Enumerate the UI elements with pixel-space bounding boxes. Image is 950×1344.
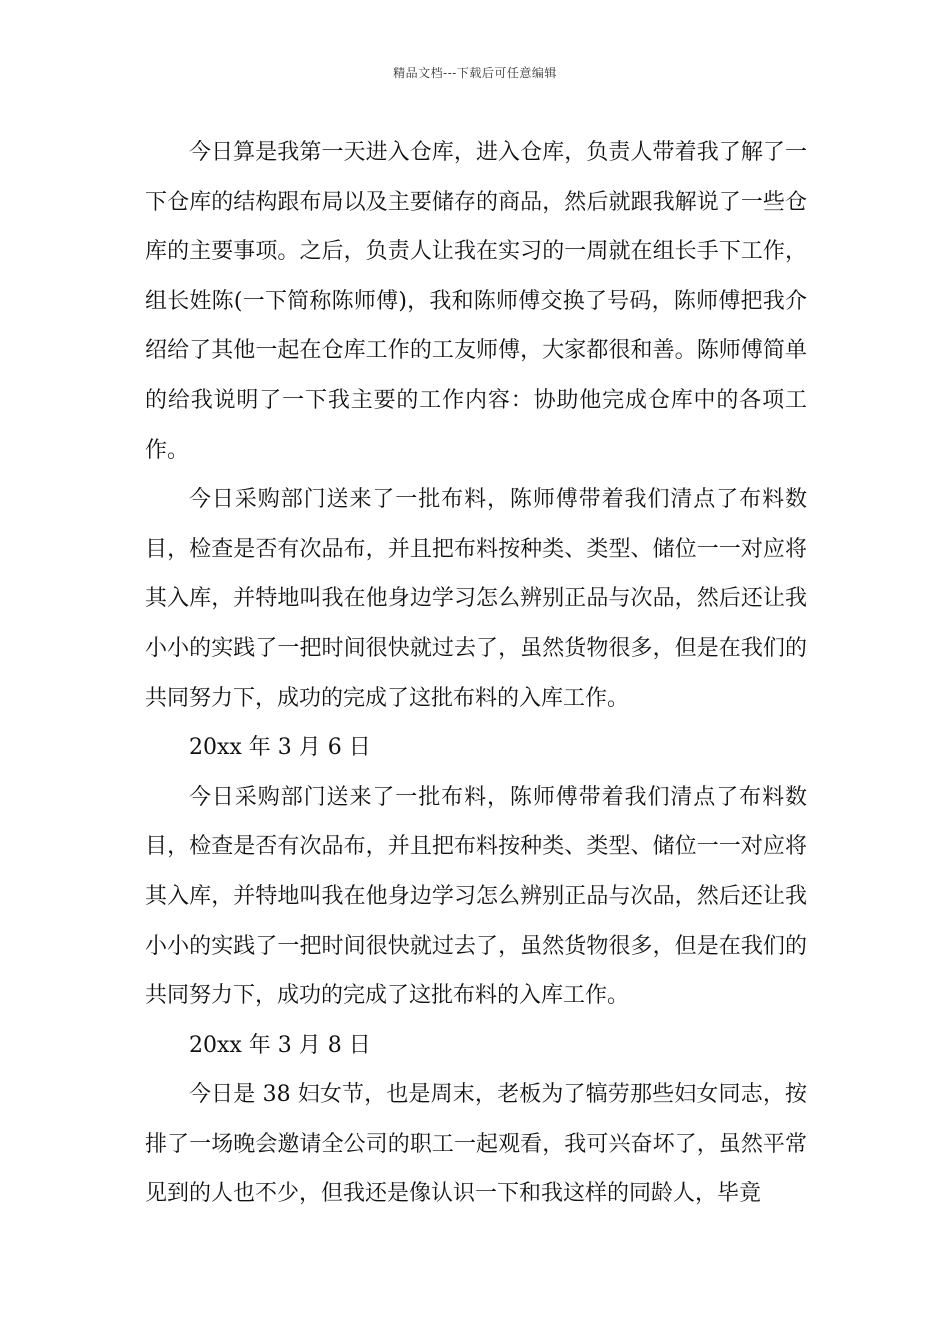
date-heading-mar-6: 20xx 年 3 月 6 日 — [189, 735, 371, 761]
paragraph-fabric-intake-2: 今日采购部门送来了一批布料，陈师傅带着我们清点了布料数目，检查是否有次品布，并且把布料按种类、类型、储位一一对应将其入库，并特地叫我在他身边学习怎么辨别正品与次品，然后还让我小小的实践了一把时间很快就过去了，虽然货物很多，但是在我们的共同努力下，成功的完成了这批布料的入库工作。 — [145, 784, 807, 1009]
page-header: 精品文档---下载后可任意编辑 — [393, 66, 557, 80]
paragraph-womens-day: 今日是 38 妇女节，也是周末，老板为了犒劳那些妇女同志，按排了一场晚会邀请全公司的职工一起观看，我可兴奋坏了，虽然平常见到的人也不少，但我还是像认识一下和我这样的同龄人，毕竟 — [145, 1082, 807, 1207]
date-heading-mar-8: 20xx 年 3 月 8 日 — [189, 1032, 371, 1058]
paragraph-first-day: 今日算是我第一天进入仓库，进入仓库，负责人带着我了解了一下仓库的结构跟布局以及主要储存的商品，然后就跟我解说了一些仓库的主要事项。之后，负责人让我在实习的一周就在组长手下工作，组长姓陈(一下简称陈师傅)，我和陈师傅交换了号码，陈师傅把我介绍给了其他一起在仓库工作的工友师傅，大家都很和善。陈师傅简单的给我说明了一下我主要的工作内容：协助他完成仓库中的各项工作。 — [145, 140, 807, 463]
paragraph-fabric-intake-1: 今日采购部门送来了一批布料，陈师傅带着我们清点了布料数目，检查是否有次品布，并且把布料按种类、类型、储位一一对应将其入库，并特地叫我在他身边学习怎么辨别正品与次品，然后还让我小小的实践了一把时间很快就过去了，虽然货物很多，但是在我们的共同努力下，成功的完成了这批布料的入库工作。 — [145, 487, 807, 711]
document-body — [145, 128, 807, 1219]
